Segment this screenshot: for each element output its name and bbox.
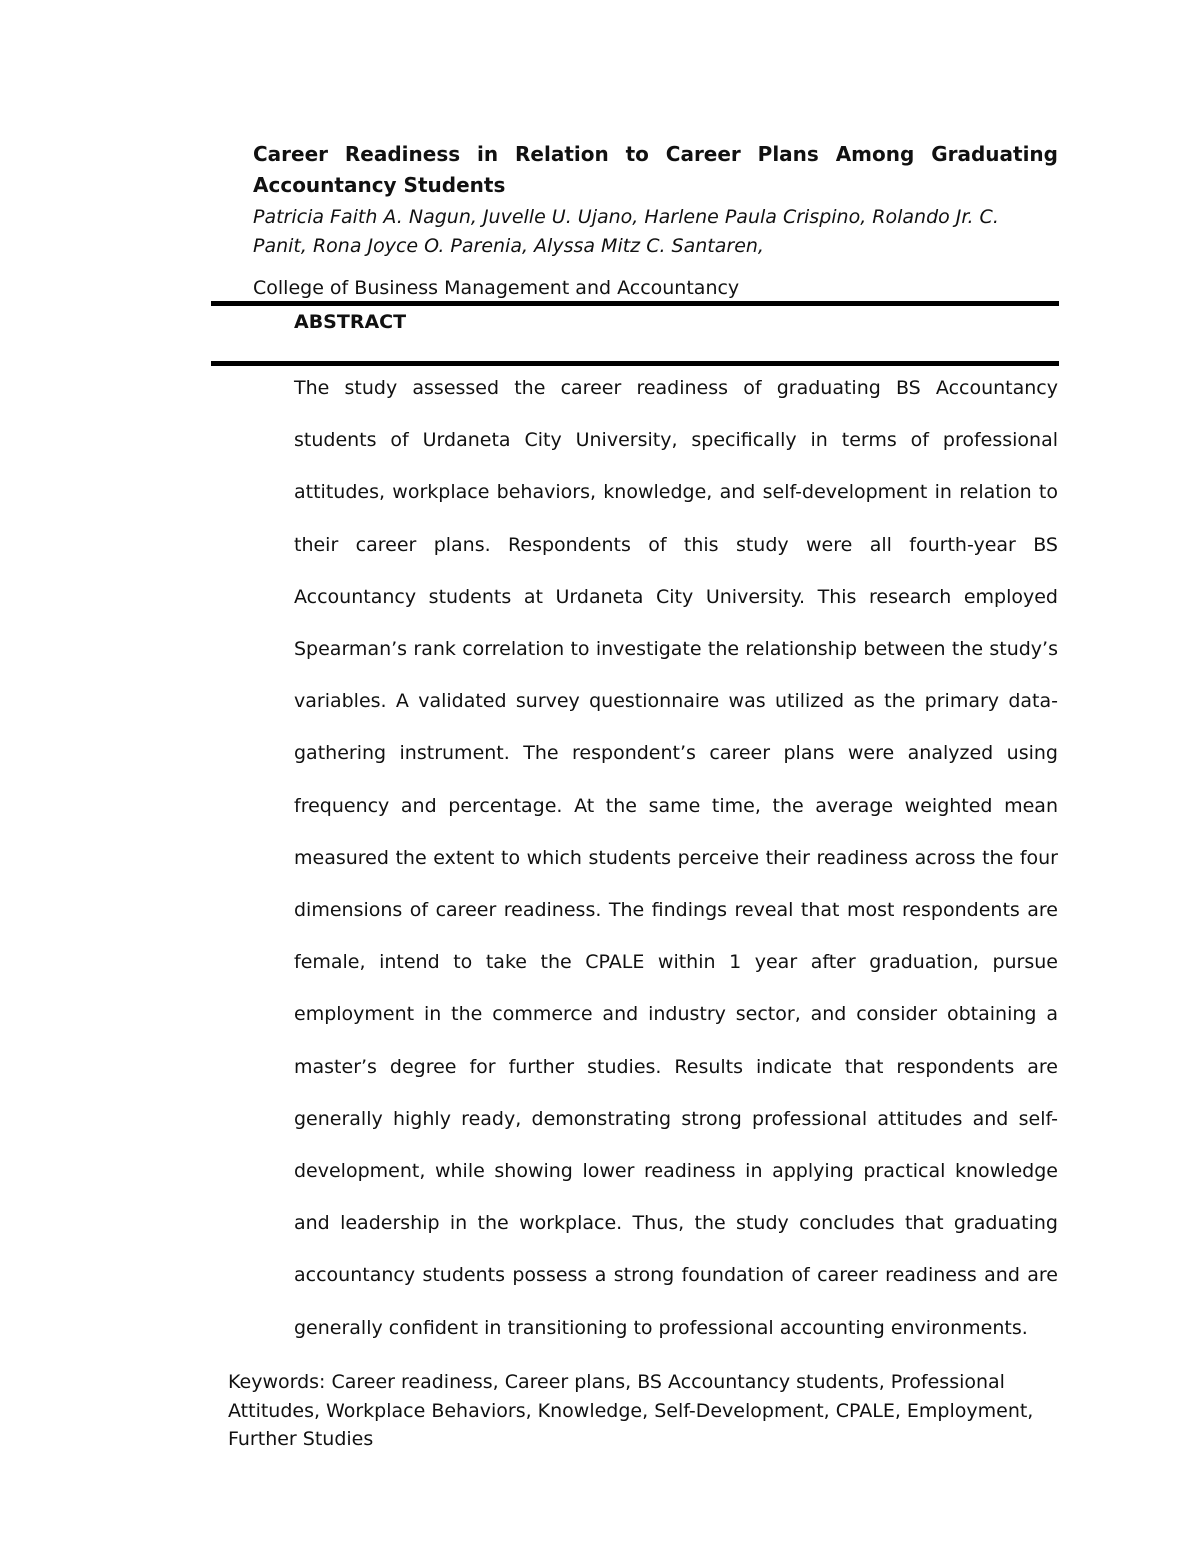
abstract-body: The study assessed the career readiness of graduating BS Accountancy students of Urdaneta City University, specifically in terms of professional attitudes, workplace behaviors, knowledge, and self-development in relation to their career plans. Respondents of this study were all fourth-year BS Accountancy students at Urdaneta City University. This research employed Spearman’s rank correlation to investigate the relationship between the study’s variables. A validated survey questionnaire was utilized as the primary data-gathering instrument. The respondent’s career plans were analyzed using frequency and percentage. At the same time, the average weighted mean measured the extent to which students perceive their readiness across the four dimensions of career readiness. The findings reveal that most respondents are female, intend to take the CPALE within 1 year after graduation, pursue employment in the commerce and industry sector, and consider obtaining a master’s degree for further studies. Results indicate that respondents are generally highly ready, demonstrating strong professional attitudes and self-development, while showing lower readiness in applying practical knowledge and leadership in the workplace. Thus, the study concludes that graduating accountancy students possess a strong foundation of career readiness and are generally confident in transitioning to professional accounting environments. — [294, 377, 1058, 1339]
abstract-heading: ABSTRACT — [294, 311, 407, 333]
paper-title: Career Readiness in Relation to Career Plans Among Graduating Accountancy Students — [253, 142, 1058, 197]
affiliation: College of Business Management and Accountancy — [253, 277, 740, 299]
author-list: Patricia Faith A. Nagun, Juvelle U. Ujano, Harlene Paula Crispino, Rolando Jr. C. Panit, Rona Joyce O. Parenia, Alyssa Mitz C. Santaren, — [253, 206, 999, 257]
keywords: Keywords: Career readiness, Career plans, BS Accountancy students, Professional Attitudes, Workplace Behaviors, Knowledge, Self-Development, CPALE, Employment, Further Studies — [228, 1371, 1034, 1450]
divider-top — [211, 301, 1059, 306]
